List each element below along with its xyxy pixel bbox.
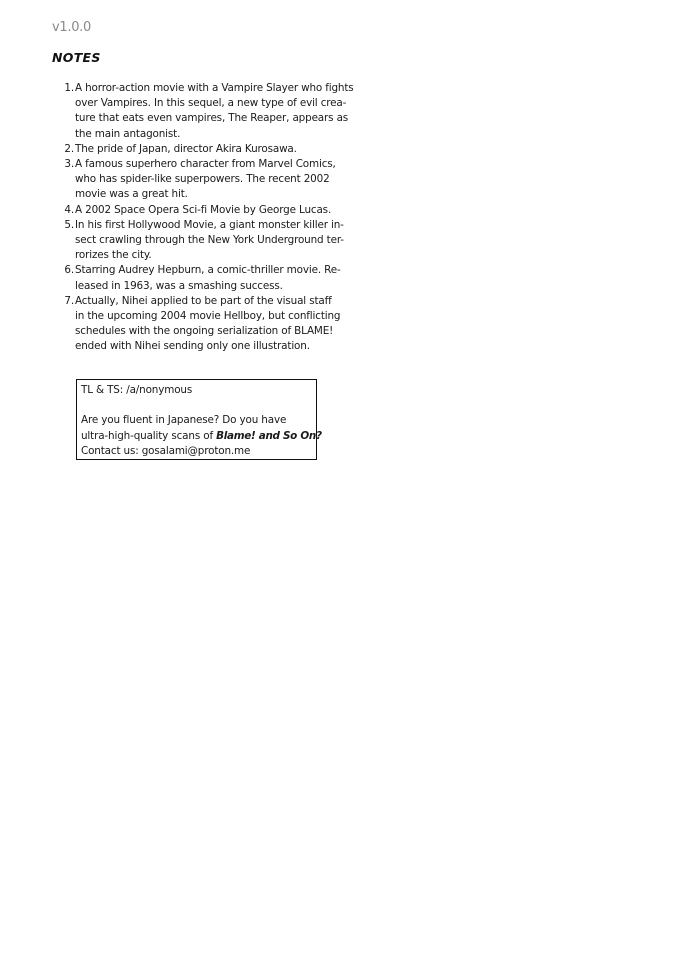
note-line: in the upcoming 2004 movie Hellboy, but conflicting [75, 310, 341, 323]
manga-title: Blame! and So On? [216, 429, 322, 442]
note-item-6 [52, 263, 352, 293]
note-number: 4. [64, 203, 74, 216]
note-line: movie was a great hit. [75, 188, 188, 201]
note-item-4 [52, 203, 352, 218]
note-number: 5. [64, 218, 74, 231]
contact-line: Contact us: gosalami@proton.me [81, 444, 251, 457]
notes-list [52, 81, 352, 355]
note-item-5 [52, 218, 352, 264]
note-number: 1. [64, 82, 74, 94]
note-number: 3. [64, 158, 74, 171]
translator-credit: TL & TS: /a/nonymous [81, 384, 193, 396]
credits-spacer [81, 398, 316, 413]
note-line: Starring Audrey Hepburn, a comic-thriller movie. Re- [75, 264, 341, 277]
note-line: A famous superhero character from Marvel Comics, [75, 158, 336, 171]
note-line: ended with Nihei sending only one illustration. [75, 340, 310, 353]
note-text [75, 157, 352, 203]
note-line: A 2002 Space Opera Sci-fi Movie by George Lucas. [75, 203, 332, 216]
note-item-1 [52, 81, 352, 142]
notes-heading: NOTES [52, 50, 101, 65]
version-label: v1.0.0 [52, 20, 91, 35]
recruit-scans-prefix: ultra-high-quality scans of [81, 429, 217, 442]
note-text [75, 203, 352, 218]
note-item-7 [52, 294, 352, 355]
recruit-question: Are you fluent in Japanese? Do you have [81, 414, 287, 427]
note-text [75, 263, 352, 293]
note-line: In his first Hollywood Movie, a giant monster killer in- [75, 218, 344, 231]
note-item-3 [52, 157, 352, 203]
note-text [75, 142, 352, 157]
note-line: schedules with the ongoing serialization of BLAME! [75, 325, 334, 338]
note-line: A horror-action movie with a Vampire Slayer who fights [75, 82, 354, 94]
recruit-scans-line [81, 429, 322, 444]
note-number: 7. [64, 294, 74, 307]
note-line: Actually, Nihei applied to be part of the visual staff [75, 294, 332, 307]
note-line: sect crawling through the New York Underground ter- [75, 234, 344, 247]
note-text [75, 81, 354, 142]
note-text [75, 294, 352, 355]
note-text [75, 218, 352, 264]
note-item-2 [52, 142, 352, 157]
note-line: who has spider-like superpowers. The recent 2002 [75, 173, 330, 186]
note-line: ture that eats even vampires, The Reaper, appears as [75, 112, 349, 125]
note-line: leased in 1963, was a smashing success. [75, 279, 283, 292]
note-line: the main antagonist. [75, 127, 181, 140]
note-number: 2. [64, 142, 74, 155]
note-line: The pride of Japan, director Akira Kurosawa. [75, 142, 297, 155]
note-number: 6. [64, 264, 74, 277]
credits-box [76, 379, 322, 460]
note-line: over Vampires. In this sequel, a new type of evil crea- [75, 97, 347, 110]
note-line: rorizes the city. [75, 249, 152, 262]
